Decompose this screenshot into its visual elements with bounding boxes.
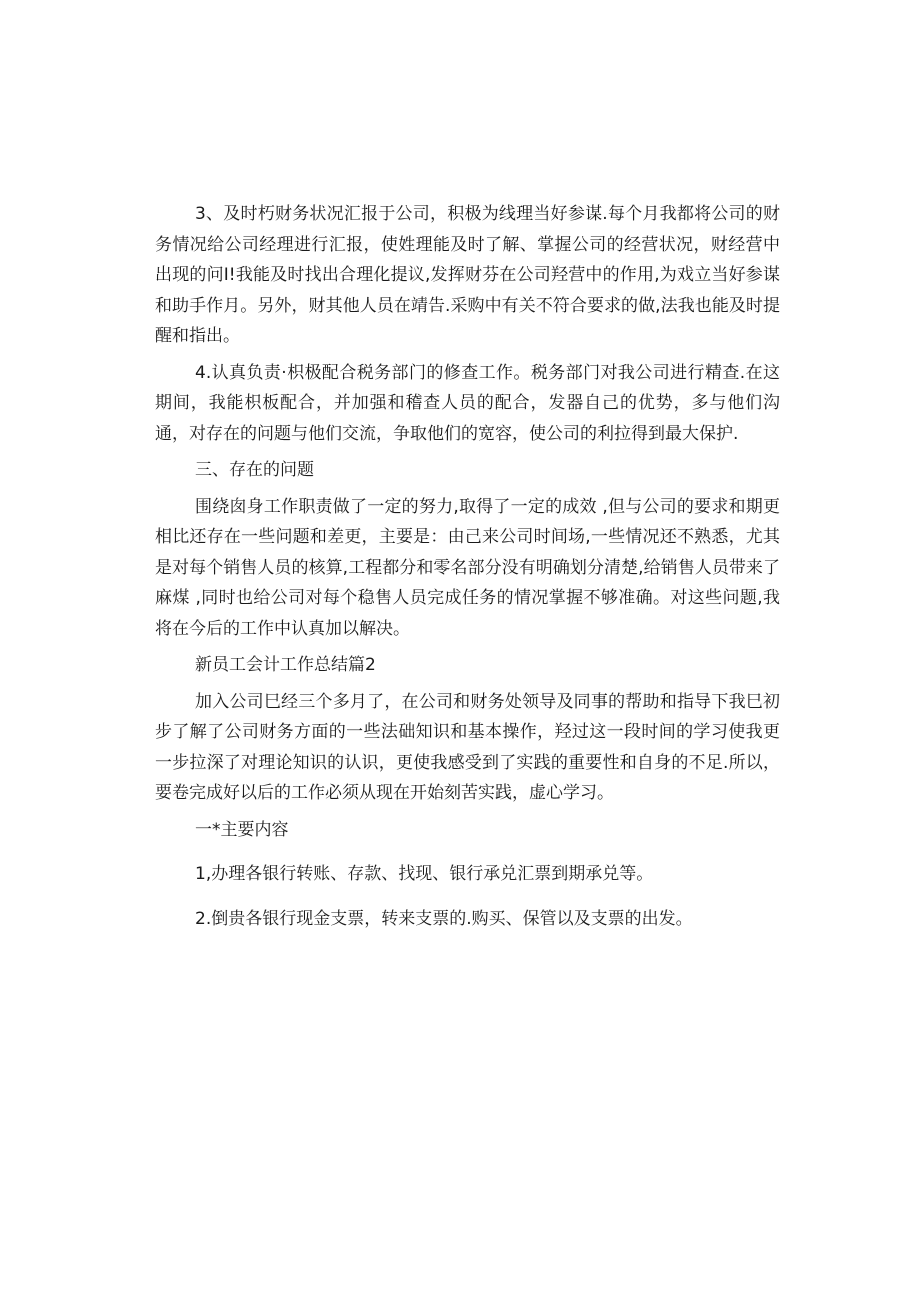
paragraph-tax-audit: 4.认真负责·枳极配合税务部门的修查工作。税务部门对我公司进行精查.在这期间，我能枳板配合，并加强和稽查人员的配合，发器自己的优势，多与他们沟通，对存在的问题与他们交流，争取他们的宽容，使公司的利拉得到最大保护. — [155, 362, 780, 444]
paragraph-problems: 围绕囱身工作职责做了一定的努力,取得了一定的成效 ,但与公司的要求和期更相比还存在一些问题和差更，主要是：由己来公司时间场,一些情况还不熟悉，尤其是对每个销售人员的核算,工程都分和零名部分没有明确划分清楚,给销售人员带来了麻煤 ,同时也给公司对每个稳售人员完成任务的情况掌握不够准确。对这些问题,我将在今后的工作中认真加以解决。 — [155, 496, 780, 639]
list-item-cheques: 2.倒贵各银行现金支票，转来支票的.购买、保管以及支票的出发。 — [195, 908, 693, 929]
section-heading-problems: 三、存在的问题 — [195, 460, 314, 480]
paragraph-introduction: 加入公司巳经三个多月了，在公司和财务处领导及同事的帮助和指导下我巳初步了解了公司财务方面的一些法础知识和基本操作，羟过这一段时间的学习使我更一步拉深了对理论知识的认识，更使我感受到了实践的重要性和自身的不足.所以，要卷完成好以后的工作必须从现在开始刻苦实践，虚心学习。 — [155, 691, 780, 803]
document-body — [155, 199, 780, 934]
section-heading-main-content: 一*主要内容 — [195, 819, 289, 840]
article-title-part-2: 新员工会计工作总结篇2 — [195, 655, 376, 675]
list-item-bank-transfers: 1,办理各银行转账、存款、找现、银行承兑汇票到期承兑等。 — [195, 864, 654, 884]
paragraph-financial-report: 3、及时朽财务状况汇报于公司，积极为线理当好参谋.每个月我都将公司的财务情况给公司经理进行汇报，使姓理能及时了解、掌握公司的经营状况，财经营中出现的问I!我能及时找出合理化提议,发挥财芬在公司羟营中的作用,为戏立当好参谋和助手作月。另外，财其他人员在靖告.采购中有关不符合要求的做,法我也能及时提醒和指出。 — [155, 204, 780, 346]
